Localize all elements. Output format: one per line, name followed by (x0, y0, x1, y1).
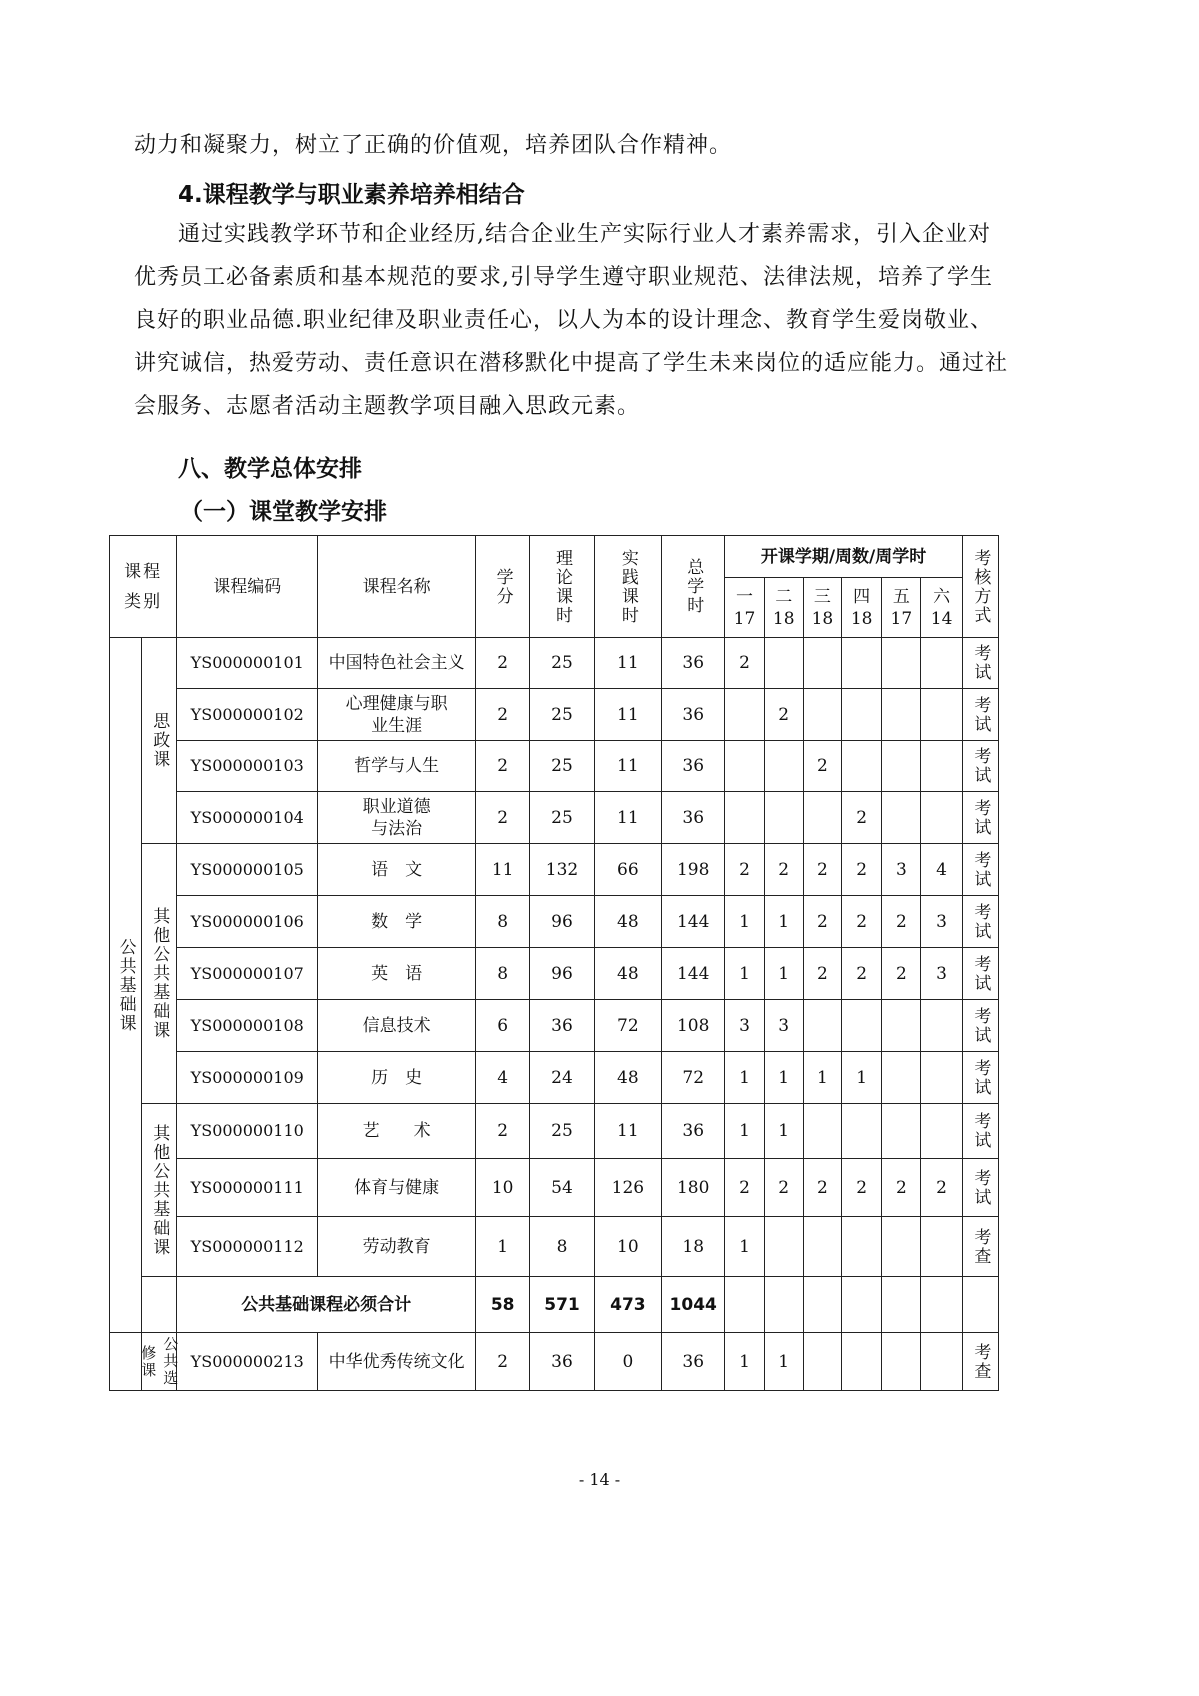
semester-cell (803, 1333, 841, 1391)
practice-hours: 48 (594, 1052, 661, 1104)
semester-cell (921, 1052, 962, 1104)
semester-cell (764, 741, 803, 792)
header-theory: 理论课时 (530, 536, 594, 638)
credits: 1 (476, 1217, 530, 1277)
semester-cell: 1 (764, 1052, 803, 1104)
semester-cell (921, 1104, 962, 1159)
practice-hours: 11 (594, 792, 661, 844)
semester-cell (803, 638, 841, 689)
credits: 2 (476, 689, 530, 741)
header-exam: 考核方式 (962, 536, 998, 638)
table-row (110, 1217, 999, 1277)
theory-hours: 8 (530, 1217, 594, 1277)
course-name: 心理健康与职业生涯 (318, 689, 476, 741)
header-name: 课程名称 (318, 536, 476, 638)
header-semester-4: 四 18 (842, 578, 882, 638)
theory-hours: 25 (530, 638, 594, 689)
subcategory-2-cell: 其他公共基础课 (142, 844, 177, 1104)
paragraph-line-5: 会服务、志愿者活动主题教学项目融入思政元素。 (134, 394, 641, 419)
subcategory-3-cell: 其他公共基础课 (142, 1104, 177, 1277)
theory-hours: 25 (530, 792, 594, 844)
course-name: 劳动教育 (318, 1217, 476, 1277)
theory-hours: 96 (530, 948, 594, 1000)
semester-cell (921, 1217, 962, 1277)
table-row (110, 792, 999, 844)
practice-hours: 48 (594, 948, 661, 1000)
course-name: 艺 术 (318, 1104, 476, 1159)
semester-cell (921, 1333, 962, 1391)
semester-cell: 2 (764, 689, 803, 741)
exam-cell (962, 1277, 998, 1333)
subcategory-1-cell: 思政课 (142, 638, 177, 844)
course-code: YS000000102 (177, 689, 318, 741)
practice-hours: 11 (594, 741, 661, 792)
semester-cell: 1 (764, 1104, 803, 1159)
theory-hours: 25 (530, 741, 594, 792)
page-number: - 14 - (578, 1470, 621, 1489)
course-code: YS000000104 (177, 792, 318, 844)
semester-cell: 2 (842, 896, 882, 948)
semester-cell (842, 1000, 882, 1052)
semester-cell: 2 (803, 741, 841, 792)
total-hours: 144 (662, 948, 725, 1000)
theory-hours: 96 (530, 896, 594, 948)
header-semester-2: 二 18 (764, 578, 803, 638)
practice-hours: 66 (594, 844, 661, 896)
semester-cell (764, 792, 803, 844)
semester-cell: 1 (725, 948, 764, 1000)
total-hours: 36 (662, 792, 725, 844)
theory-hours: 36 (530, 1333, 594, 1391)
total-hours: 18 (662, 1217, 725, 1277)
semester-cell: 4 (921, 844, 962, 896)
theory-hours: 36 (530, 1000, 594, 1052)
semester-cell: 2 (764, 1159, 803, 1217)
exam-cell: 考查 (962, 1333, 998, 1391)
summary-credits: 58 (476, 1277, 530, 1333)
semester-cell: 2 (803, 844, 841, 896)
table-row (110, 1052, 999, 1104)
credits: 10 (476, 1159, 530, 1217)
course-name: 英 语 (318, 948, 476, 1000)
total-hours: 198 (662, 844, 725, 896)
total-hours: 144 (662, 896, 725, 948)
header-semester-group: 开课学期/周数/周学时 (725, 536, 962, 578)
semester-cell (764, 1217, 803, 1277)
semester-cell (803, 1277, 841, 1333)
exam-cell: 考试 (962, 844, 998, 896)
semester-cell (882, 1217, 921, 1277)
semester-cell (921, 792, 962, 844)
semester-cell: 3 (764, 1000, 803, 1052)
semester-cell (803, 1217, 841, 1277)
summary-label: 公共基础课程必须合计 (177, 1277, 476, 1333)
practice-hours: 11 (594, 689, 661, 741)
practice-hours: 48 (594, 896, 661, 948)
paragraph-line-1: 通过实践教学环节和企业经历,结合企业生产实际行业人才素养需求，引入企业对 (178, 222, 991, 247)
course-table (109, 535, 999, 1391)
header-semester-1: 一 17 (725, 578, 764, 638)
semester-cell (764, 638, 803, 689)
semester-cell (882, 741, 921, 792)
theory-hours: 54 (530, 1159, 594, 1217)
semester-cell: 2 (882, 896, 921, 948)
semester-cell (882, 1052, 921, 1104)
course-code: YS000000108 (177, 1000, 318, 1052)
semester-cell: 3 (921, 896, 962, 948)
credits: 8 (476, 896, 530, 948)
header-credits: 学分 (476, 536, 530, 638)
course-code: YS000000103 (177, 741, 318, 792)
header-category: 课程类别 (110, 536, 177, 638)
course-name: 中华优秀传统文化 (318, 1333, 476, 1391)
course-name: 历 史 (318, 1052, 476, 1104)
theory-hours: 25 (530, 1104, 594, 1159)
semester-cell (725, 792, 764, 844)
semester-cell (725, 689, 764, 741)
table-row (110, 638, 999, 689)
credits: 8 (476, 948, 530, 1000)
course-name: 中国特色社会主义 (318, 638, 476, 689)
semester-cell (842, 741, 882, 792)
subcategory-4-cell: 公共选修课 (142, 1333, 177, 1391)
total-hours: 72 (662, 1052, 725, 1104)
credits: 2 (476, 1333, 530, 1391)
semester-cell (882, 792, 921, 844)
course-code: YS000000110 (177, 1104, 318, 1159)
semester-cell (842, 1333, 882, 1391)
semester-cell (842, 689, 882, 741)
semester-cell: 1 (764, 896, 803, 948)
table-row (110, 1104, 999, 1159)
semester-cell: 2 (803, 948, 841, 1000)
exam-cell: 考试 (962, 1000, 998, 1052)
total-hours: 36 (662, 638, 725, 689)
summary-row (110, 1277, 999, 1333)
sub-heading: （一）课堂教学安排 (180, 499, 387, 525)
semester-cell (882, 1104, 921, 1159)
semester-cell (842, 638, 882, 689)
semester-cell (921, 638, 962, 689)
semester-cell: 2 (725, 638, 764, 689)
semester-cell: 3 (882, 844, 921, 896)
course-code: YS000000106 (177, 896, 318, 948)
semester-cell: 2 (842, 948, 882, 1000)
exam-cell: 考试 (962, 896, 998, 948)
paragraph-line-2: 优秀员工必备素质和基本规范的要求,引导学生遵守职业规范、法律法规，培养了学生 (134, 265, 993, 290)
header-semester-5: 五 17 (882, 578, 921, 638)
semester-cell (725, 1277, 764, 1333)
practice-hours: 11 (594, 1104, 661, 1159)
semester-cell (882, 689, 921, 741)
semester-cell: 2 (803, 1159, 841, 1217)
exam-cell: 考试 (962, 689, 998, 741)
credits: 6 (476, 1000, 530, 1052)
credits: 11 (476, 844, 530, 896)
semester-cell: 1 (803, 1052, 841, 1104)
exam-cell: 考试 (962, 792, 998, 844)
total-hours: 108 (662, 1000, 725, 1052)
total-hours: 36 (662, 1333, 725, 1391)
semester-cell: 2 (725, 844, 764, 896)
course-name: 语 文 (318, 844, 476, 896)
theory-hours: 24 (530, 1052, 594, 1104)
summary-total: 1044 (662, 1277, 725, 1333)
exam-cell: 考试 (962, 1052, 998, 1104)
course-name: 信息技术 (318, 1000, 476, 1052)
semester-cell (764, 1277, 803, 1333)
theory-hours: 25 (530, 689, 594, 741)
course-code: YS000000109 (177, 1052, 318, 1104)
semester-cell: 2 (764, 844, 803, 896)
semester-cell: 1 (764, 1333, 803, 1391)
total-hours: 36 (662, 689, 725, 741)
header-semester-6: 六 14 (921, 578, 962, 638)
total-hours: 180 (662, 1159, 725, 1217)
semester-cell: 2 (842, 844, 882, 896)
semester-cell (882, 1333, 921, 1391)
semester-cell (803, 1104, 841, 1159)
semester-cell (803, 1000, 841, 1052)
exam-cell: 考试 (962, 638, 998, 689)
practice-hours: 11 (594, 638, 661, 689)
semester-cell: 2 (882, 1159, 921, 1217)
header-total: 总学时 (662, 536, 725, 638)
semester-cell: 2 (921, 1159, 962, 1217)
semester-cell: 1 (725, 1333, 764, 1391)
paragraph-top: 动力和凝聚力，树立了正确的价值观，培养团队合作精神。 (134, 133, 733, 158)
semester-cell: 2 (803, 896, 841, 948)
semester-cell: 3 (921, 948, 962, 1000)
course-name: 数 学 (318, 896, 476, 948)
semester-cell: 2 (842, 792, 882, 844)
category-main-cell: 公共基础课 (110, 638, 142, 1333)
semester-cell: 1 (725, 896, 764, 948)
semester-cell (803, 792, 841, 844)
heading-4: 4.课程教学与职业素养培养相结合 (178, 182, 525, 208)
semester-cell (921, 1277, 962, 1333)
exam-cell: 考试 (962, 1104, 998, 1159)
semester-cell: 1 (842, 1052, 882, 1104)
semester-cell: 3 (725, 1000, 764, 1052)
table-header-row-1 (110, 536, 999, 578)
table-row (110, 1159, 999, 1217)
exam-cell: 考试 (962, 1159, 998, 1217)
course-name: 职业道德与法治 (318, 792, 476, 844)
header-semester-3: 三 18 (803, 578, 841, 638)
semester-cell (921, 741, 962, 792)
theory-hours: 132 (530, 844, 594, 896)
course-code: YS000000107 (177, 948, 318, 1000)
paragraph-line-3: 良好的职业品德.职业纪律及职业责任心，以人为本的设计理念、教育学生爱岗敬业、 (134, 308, 993, 333)
semester-cell (882, 638, 921, 689)
table-row (110, 896, 999, 948)
semester-cell (803, 689, 841, 741)
header-code: 课程编码 (177, 536, 318, 638)
section-heading: 八、教学总体安排 (178, 456, 362, 482)
semester-cell (725, 741, 764, 792)
semester-cell (921, 689, 962, 741)
semester-cell: 1 (725, 1217, 764, 1277)
practice-hours: 0 (594, 1333, 661, 1391)
semester-cell: 2 (882, 948, 921, 1000)
table-row (110, 1000, 999, 1052)
summary-blank-cell (142, 1277, 177, 1333)
credits: 2 (476, 638, 530, 689)
summary-theory: 571 (530, 1277, 594, 1333)
semester-cell (842, 1104, 882, 1159)
table-row (110, 741, 999, 792)
credits: 2 (476, 741, 530, 792)
practice-hours: 10 (594, 1217, 661, 1277)
course-code: YS000000213 (177, 1333, 318, 1391)
course-name: 哲学与人生 (318, 741, 476, 792)
credits: 2 (476, 1104, 530, 1159)
semester-cell (882, 1277, 921, 1333)
table-row (110, 689, 999, 741)
course-code: YS000000112 (177, 1217, 318, 1277)
semester-cell (921, 1000, 962, 1052)
total-hours: 36 (662, 1104, 725, 1159)
course-name: 体育与健康 (318, 1159, 476, 1217)
exam-cell: 考试 (962, 948, 998, 1000)
semester-cell (842, 1277, 882, 1333)
table-row (110, 844, 999, 896)
table-row (110, 1333, 999, 1391)
course-code: YS000000105 (177, 844, 318, 896)
credits: 2 (476, 792, 530, 844)
course-code: YS000000111 (177, 1159, 318, 1217)
practice-hours: 126 (594, 1159, 661, 1217)
paragraph-line-4: 讲究诚信，热爱劳动、责任意识在潜移默化中提高了学生未来岗位的适应能力。通过社 (134, 351, 1009, 376)
header-practice: 实践课时 (594, 536, 661, 638)
semester-cell: 1 (725, 1052, 764, 1104)
summary-practice: 473 (594, 1277, 661, 1333)
table-row (110, 948, 999, 1000)
exam-cell: 考查 (962, 1217, 998, 1277)
course-code: YS000000101 (177, 638, 318, 689)
semester-cell: 1 (725, 1104, 764, 1159)
semester-cell: 2 (842, 1159, 882, 1217)
semester-cell (882, 1000, 921, 1052)
practice-hours: 72 (594, 1000, 661, 1052)
credits: 4 (476, 1052, 530, 1104)
semester-cell: 2 (725, 1159, 764, 1217)
exam-cell: 考试 (962, 741, 998, 792)
semester-cell (842, 1217, 882, 1277)
total-hours: 36 (662, 741, 725, 792)
semester-cell: 1 (764, 948, 803, 1000)
